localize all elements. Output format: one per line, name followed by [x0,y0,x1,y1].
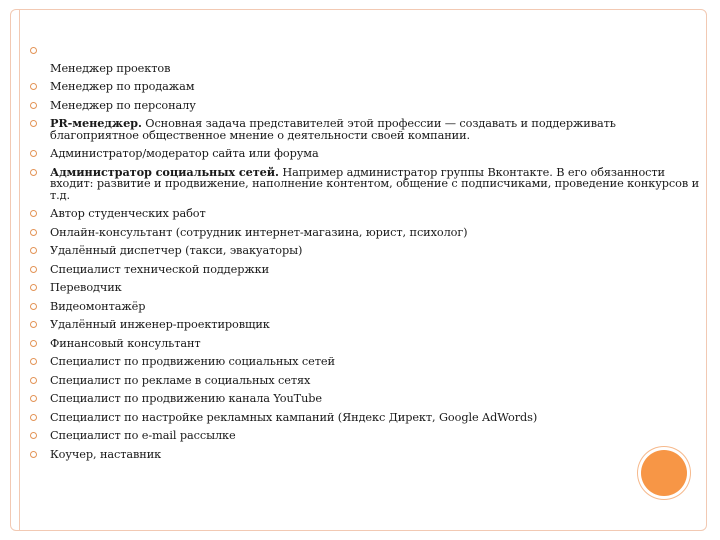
list-item-text: Основная задача представителей этой профессии — создавать и поддерживать благоприятное общественное мнение о деятельности своей компании. [50,117,616,142]
bullet-icon [30,414,37,421]
bullet-icon [30,47,37,54]
list-item-text: Менеджер проектов [50,61,171,75]
list-item-text: Специалист по настройке рекламных кампаний (Яндекс Директ, Google AdWords) [50,410,538,424]
list-item [30,81,700,93]
bullet-icon [30,247,37,254]
list-item [30,100,700,112]
list-item [30,412,700,424]
list-item [30,245,700,257]
bullet-icon [30,321,37,328]
list-item [30,227,700,239]
list-item [30,356,700,368]
list-item [30,118,700,141]
slide-left-rule [19,9,20,531]
decorative-circle [641,450,687,496]
list-item-bold: PR-менеджер. [50,116,142,131]
bullet-icon [30,451,37,458]
bullet-icon [30,395,37,402]
list-item-text: Специалист по продвижению социальных сетей [50,355,335,369]
list-item-text: Администратор/модератор сайта или форума [50,147,319,161]
bullet-icon [30,340,37,347]
list-item [30,449,700,461]
list-item [30,148,700,160]
list-item-text: Менеджер по персоналу [50,98,196,112]
bullet-icon [30,120,37,127]
list-item-text: Специалист технической поддержки [50,262,270,276]
list-item [30,375,700,387]
list-item-text: Коучер, наставник [50,447,162,461]
list-item-text: Специалист по e-mail рассылке [50,429,236,443]
bullet-icon [30,284,37,291]
list-item-text: Видеомонтажёр [50,299,146,313]
list-item [30,338,700,350]
list-item-text: Например администратор группы Вконтакте. В его обязанности входит: развитие и продвижение, наполнение контентом, общение с подписчиками, проведение конкурсов и т.д. [50,165,699,202]
list-item-text: Финансовый консультант [50,336,201,350]
bullet-icon [30,210,37,217]
bullet-icon [30,83,37,90]
list-item-text: Специалист по рекламе в социальных сетях [50,373,311,387]
list-item-text: Специалист по продвижению канала YouTube [50,392,322,406]
list-item-bold: Администратор социальных сетей. [50,164,279,179]
list-item-text: Переводчик [50,281,122,295]
bullet-icon [30,358,37,365]
bullet-icon [30,303,37,310]
list-item-text: Удалённый инженер-проектировщик [50,318,270,332]
list-item-text: Удалённый диспетчер (такси, эвакуаторы) [50,244,303,258]
bullet-icon [30,432,37,439]
list-item [30,393,700,405]
bullet-icon [30,150,37,157]
list-item-text: Автор студенческих работ [50,207,206,221]
bullet-icon [30,377,37,384]
list-item [30,301,700,313]
bullet-icon [30,102,37,109]
list-item [30,63,700,75]
bullet-icon [30,266,37,273]
list-item [30,282,700,294]
profession-list [30,45,700,467]
list-item [30,208,700,220]
list-item-text: Онлайн-консультант (сотрудник интернет-магазина, юрист, психолог) [50,225,468,239]
list-item-text: Менеджер по продажам [50,80,195,94]
bullet-icon [30,169,37,176]
list-item [30,319,700,331]
bullet-icon [30,229,37,236]
list-item [30,45,700,57]
list-item [30,264,700,276]
list-item [30,164,700,202]
list-item [30,430,700,442]
